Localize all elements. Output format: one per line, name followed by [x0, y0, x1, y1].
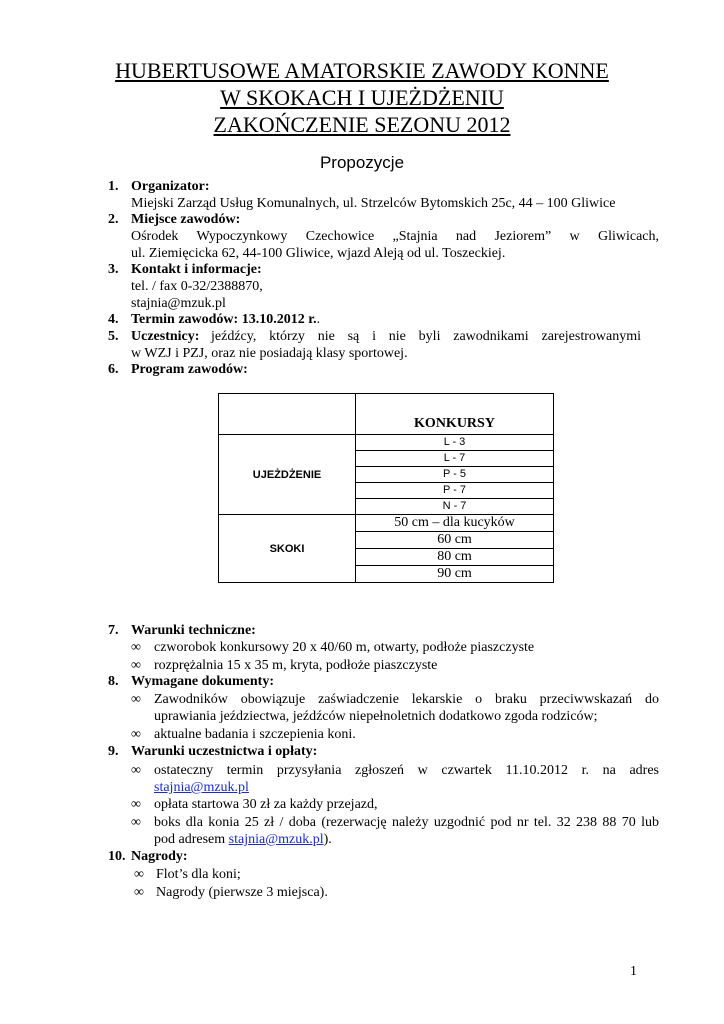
bullet-text: Nagrody (pierwsze 3 miejsca).: [156, 885, 328, 900]
section-text: jeźdźcy, którzy nie są i nie byli zawodnikami zarejestrowanymi: [211, 329, 641, 344]
section-heading: Kontakt i informacje:: [131, 262, 262, 277]
infinity-bullet-icon: ∞: [131, 797, 141, 812]
jumping-class: 90 cm: [356, 566, 554, 583]
section-number: 2.: [108, 212, 119, 227]
section-heading: Warunki techniczne:: [131, 623, 256, 638]
section-text: Miejski Zarząd Usług Komunalnych, ul. Strzelców Bytomskich 25c, 44 – 100 Gliwice: [131, 196, 616, 211]
contact-email: stajnia@mzuk.pl: [131, 296, 226, 311]
section-number: 4.: [108, 312, 119, 327]
table-corner-cell: [219, 394, 356, 435]
section-heading: Wymagane dokumenty:: [131, 674, 274, 689]
bullet-text: czworobok konkursowy 20 x 40/60 m, otwarty, podłoże piaszczyste: [154, 640, 535, 655]
dressage-label: UJEŻDŻENIE: [219, 435, 356, 515]
section-text: w WZJ i PZJ, oraz nie posiadają klasy sportowej.: [131, 346, 408, 361]
page-number: 1: [630, 964, 637, 979]
section-number: 9.: [108, 744, 119, 759]
section-heading: Organizator:: [131, 179, 210, 194]
date-tail: .: [316, 312, 321, 327]
section-number: 6.: [108, 362, 119, 377]
section-heading: Nagrody:: [131, 849, 188, 864]
section-heading: Program zawodów:: [131, 362, 248, 377]
section-number: 8.: [108, 674, 119, 689]
document-title: [0, 57, 724, 138]
dressage-class: N - 7: [356, 499, 554, 515]
bullet-text: aktualne badania i szczepienia koni.: [154, 727, 356, 742]
infinity-bullet-icon: ∞: [134, 885, 144, 900]
jumping-label: SKOKI: [219, 515, 356, 583]
bullet-text: Zawodników obowiązuje zaświadczenie lekarskie o braku przeciwwskazań do: [154, 692, 659, 707]
bullet-text: [154, 831, 332, 848]
email-link[interactable]: stajnia@mzuk.pl: [154, 780, 249, 795]
section-number: 5.: [108, 329, 119, 344]
jumping-class: 80 cm: [356, 549, 554, 566]
bullet-text: opłata startowa 30 zł za każdy przejazd,: [154, 797, 378, 812]
bullet-text: boks dla konia 25 zł / doba (rezerwację należy uzgodnić pod nr tel. 32 238 88 70 lub: [154, 815, 659, 830]
bullet-text-part: pod adresem: [154, 832, 229, 847]
bullet-text: uprawiania jeździectwa, jeźdźców niepełnoletnich dodatkowo zgoda rodziców;: [154, 709, 598, 724]
bullet-text: ostateczny termin przysyłania zgłoszeń w czwartek 11.10.2012 r. na adres: [154, 763, 659, 778]
infinity-bullet-icon: ∞: [131, 815, 141, 830]
program-table: [218, 393, 554, 583]
bullet-text: Flot’s dla koni;: [156, 867, 241, 882]
section-text: Ośrodek Wypoczynkowy Czechowice „Stajnia nad Jeziorem” w Gliwicach,: [131, 229, 659, 244]
title-line-3: ZAKOŃCZENIE SEZONU 2012: [213, 112, 511, 137]
table-header-cell: [356, 394, 554, 435]
dressage-class: P - 5: [356, 467, 554, 483]
section-number: 10.: [108, 849, 126, 864]
infinity-bullet-icon: ∞: [131, 640, 141, 655]
dressage-class: P - 7: [356, 483, 554, 499]
infinity-bullet-icon: ∞: [131, 727, 141, 742]
title-line-1: HUBERTUSOWE AMATORSKIE ZAWODY KONNE: [115, 58, 609, 83]
section-number: 1.: [108, 179, 119, 194]
email-link[interactable]: stajnia@mzuk.pl: [228, 832, 324, 847]
section-text: ul. Ziemięcicka 62, 44-100 Gliwice, wjazd Aleją od ul. Toszeckiej.: [131, 246, 506, 261]
bullet-text-part: ).: [323, 832, 332, 847]
infinity-bullet-icon: ∞: [134, 867, 144, 882]
contact-phone: tel. / fax 0-32/2388870,: [131, 279, 263, 294]
section-heading: Uczestnicy:: [131, 329, 200, 344]
jumping-class: 50 cm – dla kucyków: [356, 515, 554, 532]
infinity-bullet-icon: ∞: [131, 763, 141, 778]
infinity-bullet-icon: ∞: [131, 692, 141, 707]
konkursy-header: KONKURSY: [414, 416, 495, 431]
dressage-class: L - 7: [356, 451, 554, 467]
section-heading: Warunki uczestnictwa i opłaty:: [131, 744, 318, 759]
title-line-2: W SKOKACH I UJEŻDŻENIU: [220, 85, 504, 110]
section-number: 7.: [108, 623, 119, 638]
dressage-class: L - 3: [356, 435, 554, 451]
bullet-text: rozprężalnia 15 x 35 m, kryta, podłoże piaszczyste: [154, 658, 438, 673]
subtitle: Propozycje: [319, 153, 405, 172]
section-number: 3.: [108, 262, 119, 277]
date-heading: Termin zawodów: 13.10.2012 r.: [131, 312, 317, 327]
jumping-class: 60 cm: [356, 532, 554, 549]
section-heading: Miejsce zawodów:: [131, 212, 241, 227]
section-heading: [131, 311, 320, 328]
infinity-bullet-icon: ∞: [131, 658, 141, 673]
